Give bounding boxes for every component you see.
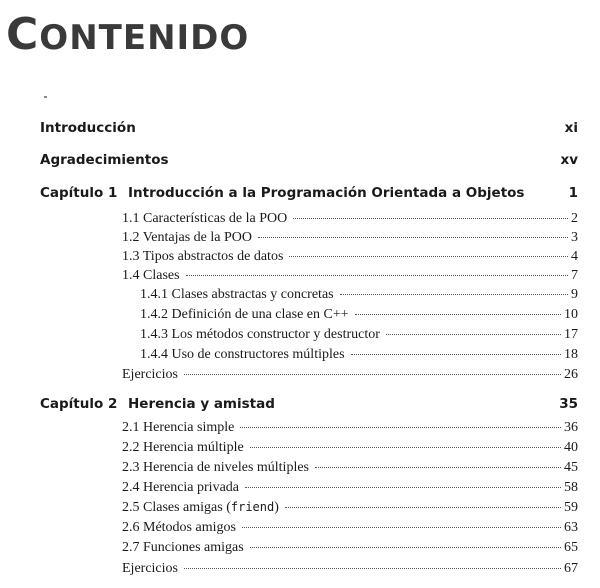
chapter-label: Capítulo 2 xyxy=(40,396,118,412)
chapter-page: 1 xyxy=(568,185,578,201)
toc-entry-page: 65 xyxy=(564,540,578,555)
dot-leader xyxy=(184,373,561,375)
page-title-initial: C xyxy=(6,9,40,60)
dot-leader xyxy=(250,546,561,548)
toc-entry-page: 2 xyxy=(571,211,578,226)
toc-entry[interactable] xyxy=(122,520,578,536)
dot-leader xyxy=(386,333,561,335)
toc-entry-page: 67 xyxy=(564,561,578,576)
dot-leader xyxy=(340,293,568,295)
dot-leader xyxy=(240,426,561,428)
toc-entry-page: 10 xyxy=(564,307,578,322)
dot-leader xyxy=(245,486,561,488)
toc-entry-page: 45 xyxy=(564,460,578,475)
toc-entry-page: 63 xyxy=(564,520,578,535)
toc-entry-label: 1.4.2 Definición de una clase en C++ xyxy=(140,307,349,322)
toc-entry-label xyxy=(122,500,279,516)
toc-entry-page: xv xyxy=(560,152,578,168)
toc-entry-label: 1.4.3 Los métodos constructor y destructor xyxy=(140,327,380,342)
chapter-title: Herencia y amistad xyxy=(128,396,275,412)
toc-entry-page: 7 xyxy=(571,268,578,283)
toc-entry[interactable] xyxy=(122,420,578,436)
toc-entry-label: 1.2 Ventajas de la POO xyxy=(122,230,252,245)
chapter-page: 35 xyxy=(559,396,578,412)
toc-entry-label: Ejercicios xyxy=(122,561,178,576)
toc-entry-page: 36 xyxy=(564,420,578,435)
toc-entry[interactable] xyxy=(122,480,578,496)
chapter-label: Capítulo 1 xyxy=(40,185,118,201)
dot-leader xyxy=(293,217,568,219)
dot-leader xyxy=(351,353,561,355)
toc-entry-label: 2.2 Herencia múltiple xyxy=(122,440,244,455)
chapter-title: Introducción a la Programación Orientada a Objetos xyxy=(128,185,525,201)
toc-entry-label: 1.3 Tipos abstractos de datos xyxy=(122,249,284,264)
dot-leader xyxy=(289,255,568,257)
toc-entry[interactable] xyxy=(122,440,578,456)
toc-entry-page: 18 xyxy=(564,347,578,362)
toc-entry-label: 2.4 Herencia privada xyxy=(122,480,239,495)
toc-entry-label-suffix: ) xyxy=(274,500,279,515)
dot-leader xyxy=(186,274,568,276)
toc-entry-page: 4 xyxy=(571,249,578,264)
toc-entry[interactable] xyxy=(122,211,578,227)
toc-entry-label: 1.4.1 Clases abstractas y concretas xyxy=(140,287,334,302)
toc-entry-page: xi xyxy=(564,120,578,136)
dot-leader xyxy=(285,506,561,508)
toc-entry-label: Ejercicios xyxy=(122,367,178,382)
toc-entry[interactable] xyxy=(122,460,578,476)
toc-entry-label: 2.3 Herencia de niveles múltiples xyxy=(122,460,309,475)
toc-entry-label: 1.4.4 Uso de constructores múltiples xyxy=(140,347,345,362)
toc-entry-label: Agradecimientos xyxy=(40,152,169,168)
toc-entry-page: 58 xyxy=(564,480,578,495)
toc-entry-page: 9 xyxy=(571,287,578,302)
toc-entry[interactable] xyxy=(122,230,578,246)
code-keyword: friend xyxy=(230,500,275,514)
toc-entry-label: 2.7 Funciones amigas xyxy=(122,540,244,555)
dot-leader xyxy=(250,446,561,448)
toc-entry[interactable] xyxy=(140,347,578,363)
dot-leader xyxy=(258,236,568,238)
toc-entry[interactable] xyxy=(140,287,578,303)
toc-entry-label-text: 2.5 Clases amigas ( xyxy=(122,500,231,515)
toc-entry-label: 1.1 Características de la POO xyxy=(122,211,288,226)
toc-entry-agradecimientos[interactable] xyxy=(40,152,578,168)
toc-entry[interactable] xyxy=(122,561,578,577)
page-title-rest: ONTENIDO xyxy=(39,18,250,58)
toc-entry[interactable] xyxy=(122,540,578,556)
dot-leader xyxy=(184,567,561,569)
toc-entry-page: 3 xyxy=(571,230,578,245)
toc-entry-label: 1.4 Clases xyxy=(122,268,180,283)
toc-entry[interactable] xyxy=(140,307,578,323)
dot-leader xyxy=(315,466,561,468)
toc-entry-label: Introducción xyxy=(40,120,136,136)
toc-entry-page: 17 xyxy=(564,327,578,342)
dot-leader xyxy=(355,313,561,315)
dot-leader xyxy=(242,526,561,528)
toc-entry[interactable] xyxy=(122,268,578,284)
toc-entry-page: 40 xyxy=(564,440,578,455)
toc-entry-introduccion[interactable] xyxy=(40,120,578,136)
toc-entry[interactable] xyxy=(122,367,578,383)
toc-entry-page: 59 xyxy=(564,500,578,515)
toc-entry[interactable] xyxy=(140,327,578,343)
toc-entry[interactable] xyxy=(122,249,578,265)
toc-entry-page: 26 xyxy=(564,367,578,382)
toc-entry[interactable] xyxy=(122,500,578,516)
toc-entry-label: 2.6 Métodos amigos xyxy=(122,520,236,535)
toc-entry-label: 2.1 Herencia simple xyxy=(122,420,235,435)
